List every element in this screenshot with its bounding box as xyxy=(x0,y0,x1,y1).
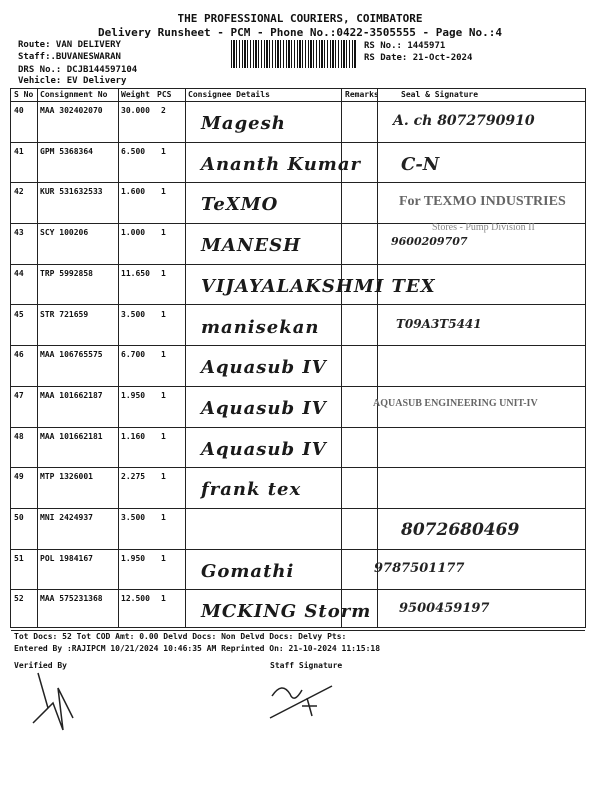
col-header-consignment: Consignment No xyxy=(40,90,108,99)
table-row xyxy=(11,508,585,550)
row-pcs: 1 xyxy=(161,553,166,563)
row-consignment-no: MAA 302402070 xyxy=(40,106,103,115)
row-sno: 44 xyxy=(14,268,24,278)
row-pcs: 2 xyxy=(161,106,166,115)
row-sno: 48 xyxy=(14,431,24,441)
row-weight: 1.950 xyxy=(121,553,146,563)
row-pcs: 1 xyxy=(161,513,166,522)
row-weight: 2.275 xyxy=(121,472,146,482)
row-consignee-handwriting: Aquasub IV xyxy=(201,397,327,419)
row-pcs: 1 xyxy=(161,594,166,604)
row-weight: 3.500 xyxy=(121,309,146,319)
table-row xyxy=(11,142,585,184)
row-weight: 1.600 xyxy=(121,187,146,197)
table-row xyxy=(11,182,585,224)
row-weight: 6.700 xyxy=(121,350,146,360)
row-consignment-no: MAA 101662187 xyxy=(40,390,103,400)
row-consignee-handwriting: manisekan xyxy=(201,316,320,338)
route-label: Route: VAN DELIVERY xyxy=(18,40,121,50)
footer-entered-by: Entered By :RAJIPCM 10/21/2024 10:46:35 AM Reprinted On: 21-10-2024 11:15:18 xyxy=(14,644,381,653)
row-weight: 6.500 xyxy=(121,146,146,156)
row-seal-signature: 8072680469 xyxy=(401,520,520,540)
row-pcs: 1 xyxy=(161,187,166,197)
row-weight: 1.160 xyxy=(121,431,146,441)
row-consignee-handwriting: TeXMO xyxy=(201,194,279,216)
row-seal-signature: C-N xyxy=(401,153,440,175)
row-weight: 11.650 xyxy=(121,268,150,278)
row-consignment-no: TRP 5992858 xyxy=(40,268,93,278)
col-header-weight: Weight xyxy=(121,90,150,99)
row-consignee-handwriting: Aquasub IV xyxy=(201,357,327,379)
col-header-remarks: Remarks xyxy=(345,90,379,99)
col-header-pcs: PCS xyxy=(157,90,172,99)
table-row xyxy=(11,386,585,428)
page-title: THE PROFESSIONAL COURIERS, COIMBATORE xyxy=(177,12,423,25)
row-sno: 43 xyxy=(14,228,24,238)
table-row xyxy=(11,305,585,347)
row-weight: 12.500 xyxy=(121,594,150,604)
row-consignee-handwriting: Aquasub IV xyxy=(201,438,327,460)
row-pcs: 1 xyxy=(161,390,166,400)
row-pcs: 1 xyxy=(161,472,166,482)
row-consignee-handwriting: MANESH xyxy=(201,235,302,257)
row-sno: 49 xyxy=(14,472,24,482)
barcode-image xyxy=(231,40,357,68)
drs-number: DRS No.: DCJB144597104 xyxy=(18,65,138,75)
rs-date: RS Date: 21-Oct-2024 xyxy=(364,53,473,63)
row-consignment-no: MAA 575231368 xyxy=(40,594,103,604)
table-row xyxy=(11,549,585,591)
table-row xyxy=(11,467,585,509)
row-sno: 45 xyxy=(14,309,24,319)
table-row xyxy=(11,427,585,469)
page-subtitle: Delivery Runsheet - PCM - Phone No.:0422-3505555 - Page No.:4 xyxy=(98,26,502,39)
row-pcs: 1 xyxy=(161,431,166,441)
row-consignee-handwriting: Gomathi xyxy=(201,560,295,582)
staff-signature-mark xyxy=(262,676,342,726)
row-pcs: 1 xyxy=(161,309,166,319)
col-header-seal-signature: Seal & Signature xyxy=(401,90,479,99)
row-sno: 50 xyxy=(14,513,24,522)
row-consignment-no: MNI 2424937 xyxy=(40,513,93,522)
col-header-sno: S No xyxy=(14,90,34,99)
row-seal-signature: A. ch 8072790910 xyxy=(393,113,535,129)
footer-totals: Tot Docs: 52 Tot COD Amt: 0.00 Delvd Docs: Non Delvd Docs: Delvy Pts: xyxy=(14,632,347,641)
runsheet-table xyxy=(10,88,586,628)
row-consignment-no: MAA 106765575 xyxy=(40,350,103,360)
verified-by-label: Verified By xyxy=(14,661,67,670)
row-sno: 52 xyxy=(14,594,24,604)
rs-number: RS No.: 1445971 xyxy=(364,41,446,51)
row-sno: 51 xyxy=(14,553,24,563)
texmo-stamp-subtitle: Stores - Pump Division II xyxy=(432,222,535,233)
row-seal-signature: 9787501177 xyxy=(374,560,465,576)
table-row xyxy=(11,264,585,306)
row-sno: 46 xyxy=(14,350,24,360)
verifier-signature-mark xyxy=(18,668,88,738)
row-consignee-handwriting: Ananth Kumar xyxy=(201,153,361,175)
staff-label: Staff:.BUVANESWARAN xyxy=(18,52,121,62)
row-sno: 47 xyxy=(14,390,24,400)
table-row xyxy=(11,101,585,143)
staff-signature-label: Staff Signature xyxy=(270,661,343,670)
table-row xyxy=(11,589,585,631)
row-sno: 41 xyxy=(14,146,24,156)
row-seal-signature: 9600209707 xyxy=(391,235,468,249)
row-pcs: 1 xyxy=(161,146,166,156)
row-consignment-no: GPM 5368364 xyxy=(40,146,93,156)
row-consignment-no: MTP 1326001 xyxy=(40,472,93,482)
row-weight: 30.000 xyxy=(121,106,150,115)
row-weight: 1.000 xyxy=(121,228,146,238)
row-sno: 42 xyxy=(14,187,24,197)
row-consignee-handwriting: MCKING Storm xyxy=(201,601,372,623)
row-weight: 1.950 xyxy=(121,390,146,400)
row-seal-signature: AQUASUB ENGINEERING UNIT-IV xyxy=(373,397,538,409)
row-consignment-no: SCY 100206 xyxy=(40,228,89,238)
row-consignment-no: KUR 531632533 xyxy=(40,187,103,197)
row-consignee-handwriting: VIJAYALAKSHMI TEX xyxy=(201,275,436,297)
row-consignment-no: STR 721659 xyxy=(40,309,89,319)
table-row xyxy=(11,345,585,387)
row-consignment-no: POL 1984167 xyxy=(40,553,93,563)
row-sno: 40 xyxy=(14,106,24,115)
row-consignment-no: MAA 101662181 xyxy=(40,431,103,441)
row-consignee-handwriting: Magesh xyxy=(201,113,286,134)
row-seal-signature: T09A3T5441 xyxy=(396,316,482,331)
row-pcs: 1 xyxy=(161,350,166,360)
row-pcs: 1 xyxy=(161,228,166,238)
row-consignee-handwriting: frank tex xyxy=(201,479,302,501)
row-pcs: 1 xyxy=(161,268,166,278)
row-seal-signature: For TEXMO INDUSTRIES xyxy=(399,194,566,210)
col-header-consignee: Consignee Details xyxy=(188,90,270,99)
vehicle-label: Vehicle: EV Delivery xyxy=(18,76,127,86)
row-seal-signature: 9500459197 xyxy=(399,601,490,617)
row-weight: 3.500 xyxy=(121,513,146,522)
